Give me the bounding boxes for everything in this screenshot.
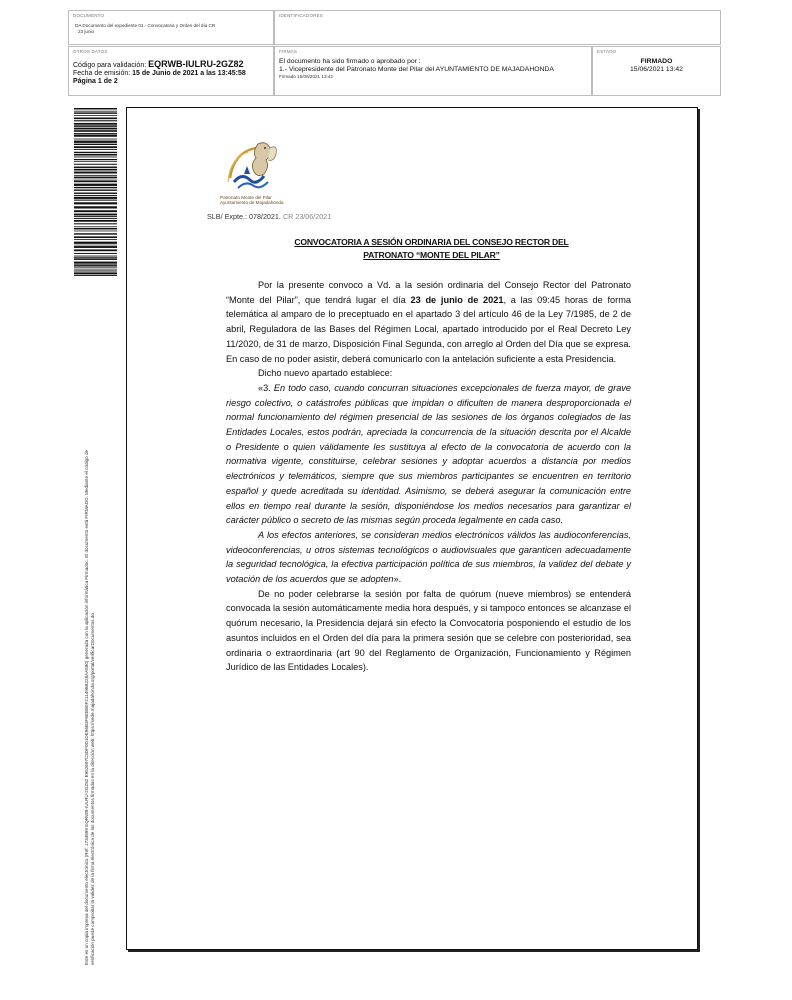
logo-caption-2: Ayuntamiento de Majadahonda	[220, 200, 284, 206]
firmas-box	[274, 46, 592, 96]
paragraph-5: De no poder celebrarse la sesión por falta de quórum (nueve miembros) se entenderá convocada la sesión automáticamente media hora después, y si tampoco entonces se alcanzase el quórum necesario, la Presidencia dejará sin efecto la Convocatoria posponiendo el estudio de los asuntos incluidos en el Orden del día para la primera sesión que se celebre con posterioridad, sea ordinaria o extraordinaria (art 90 del Reglamento de Organización, Funcionamiento y Régimen Jurídico de las Entidades Locales).	[226, 588, 631, 673]
emision-value: 15 de Junio de 2021 a las 13:45:58	[132, 70, 246, 77]
estado-label: ESTADO	[597, 49, 617, 54]
p4-italic: A los efectos anteriores, se consideran medios electrónicos válidos las audioconferencias, videoconferencias, u otros sistemas tecnológicos o audiovisuales que garanticen adecuadamente la seguridad tecnológica, la efectiva participación política de sus miembros, la validez del debate y votación de los acuerdos que se adopten	[226, 529, 631, 585]
title-line-2: PATRONATO “MONTE DEL PILAR”	[363, 250, 500, 260]
firmas-line-3: Firmado 15/06/2021 13:42	[279, 74, 333, 79]
p1-text-a: Por la presente convoco a Vd. a la sesión ordinaria del Consejo Rector del Patronato “Monte del Pilar”, que tendrá lugar el día	[226, 280, 631, 305]
identificadores-label: IDENTIFICADORES	[279, 13, 324, 18]
logo-caption	[220, 195, 284, 205]
patronato-logo-icon	[220, 138, 284, 196]
side-text-line-2: verificación puede comprobar la validez de la firma electrónica de los documentos firmados en la dirección web: https://sede.majadahonda.org/portal/verificarDocumentos.do	[90, 613, 95, 965]
p1-date: 23 de junio de 2021	[410, 294, 504, 305]
validation-code[interactable]: EQRWB-IULRU-2GZ82	[148, 59, 244, 69]
expediente-reference	[207, 212, 331, 221]
document-title	[207, 236, 656, 262]
documento-description	[75, 23, 265, 35]
p1-text-b: , a las 09:45 horas de forma telemática al amparo de lo preceptuado en el apartado 3 del artículo 46 de la Ley 7/1985, de 2 de abril, Reguladora de las Bases del Régimen Local, apartado introducido por el Real Decreto Ley 11/2020, de 31 de marzo, Disposición Final Segunda, con arreglo al Orden del Día que se expresa. En caso de no poder asistir, deberá comunicarlo con la antelación suficiente a esta Presidencia.	[226, 294, 631, 364]
reference-suffix: CR 23/06/2021	[282, 212, 332, 221]
documento-box	[68, 10, 274, 45]
paragraph-3	[226, 381, 631, 528]
side-verification-text	[84, 295, 96, 965]
estado-content	[593, 58, 720, 74]
p3-open: «3.	[258, 382, 274, 393]
otros-label: OTROS DATOS	[73, 49, 108, 54]
otros-datos-box	[68, 46, 274, 96]
title-line-1: CONVOCATORIA A SESIÓN ORDINARIA DEL CONSEJO RECTOR DEL	[294, 237, 569, 247]
documento-line-1: DA Documento del expediente 01.- Convocatoria y Orden del día CR	[75, 23, 216, 28]
otros-datos-content	[73, 60, 246, 86]
firmas-label: FIRMAS	[279, 49, 298, 54]
estado-date: 15/06/2021 13:42	[630, 66, 683, 73]
reference-main: SLB/ Expte.: 078/2021.	[207, 212, 281, 221]
paragraph-2: Dicho nuevo apartado establece:	[258, 368, 393, 379]
p3-italic: En todo caso, cuando concurran situaciones excepcionales de fuerza mayor, de grave riesgo colectivo, o catástrofes públicas que impidan o dificulten de manera desproporcionada el normal funcionamiento del régimen presencial de las sesiones de los órganos colegiados de las Entidades Locales, estos podrán, apreciada la concurrencia de la situación descrita por el Alcalde o Presidente o quien válidamente les sustituya al efecto de la convocatoria de acuerdo con la normativa vigente, constituirse, celebrar sesiones y adoptar acuerdos a distancia por medios electrónicos y telemáticos, siempre que sus miembros participantes se encuentren en territorio español y quede acreditada su identidad. Asimismo, se deberá asegurar la comunicación entre ellos en tiempo real durante la sesión, disponiéndose los medios necesarios para garantizar el carácter público o secreto de las mismas según proceda legalmente en cada caso.	[226, 382, 632, 526]
identificadores-box	[274, 10, 721, 45]
p4-close: ».	[393, 574, 402, 585]
validation-prefix: Código para validación:	[73, 62, 147, 69]
firmas-line-2: 1.- Vicepresidente del Patronato Monte del Pilar del AYUNTAMIENTO DE MAJADAHONDA	[279, 66, 554, 73]
barcode-icon	[74, 108, 117, 276]
documento-line-2: 23 junio	[78, 29, 95, 34]
paragraph-1	[226, 278, 631, 366]
estado-value: FIRMADO	[640, 58, 673, 65]
document-body	[226, 278, 631, 675]
page-number: Página 1 de 2	[73, 78, 118, 85]
firmas-line-1: El documento ha sido firmado o aprobado por :	[279, 58, 421, 65]
emision-prefix: Fecha de emisión:	[73, 70, 131, 77]
logo-caption-1: Patronato Monte del Pilar	[220, 195, 272, 200]
estado-box	[592, 46, 721, 96]
firmas-content	[279, 58, 554, 80]
documento-label: DOCUMENTO	[73, 13, 105, 18]
side-text-line-1: Este es un copia impresa del documento electrónico (Ref: 1734899 EQRWB-IULRU-2GZ82 E952697C3DF0D1DE96B3F6EBB0F211496B226AA580) generada con la aplicación informática Firmadoc. El documento está FIRMADO. Mediante el código de	[84, 449, 89, 965]
paragraph-4	[226, 528, 631, 587]
